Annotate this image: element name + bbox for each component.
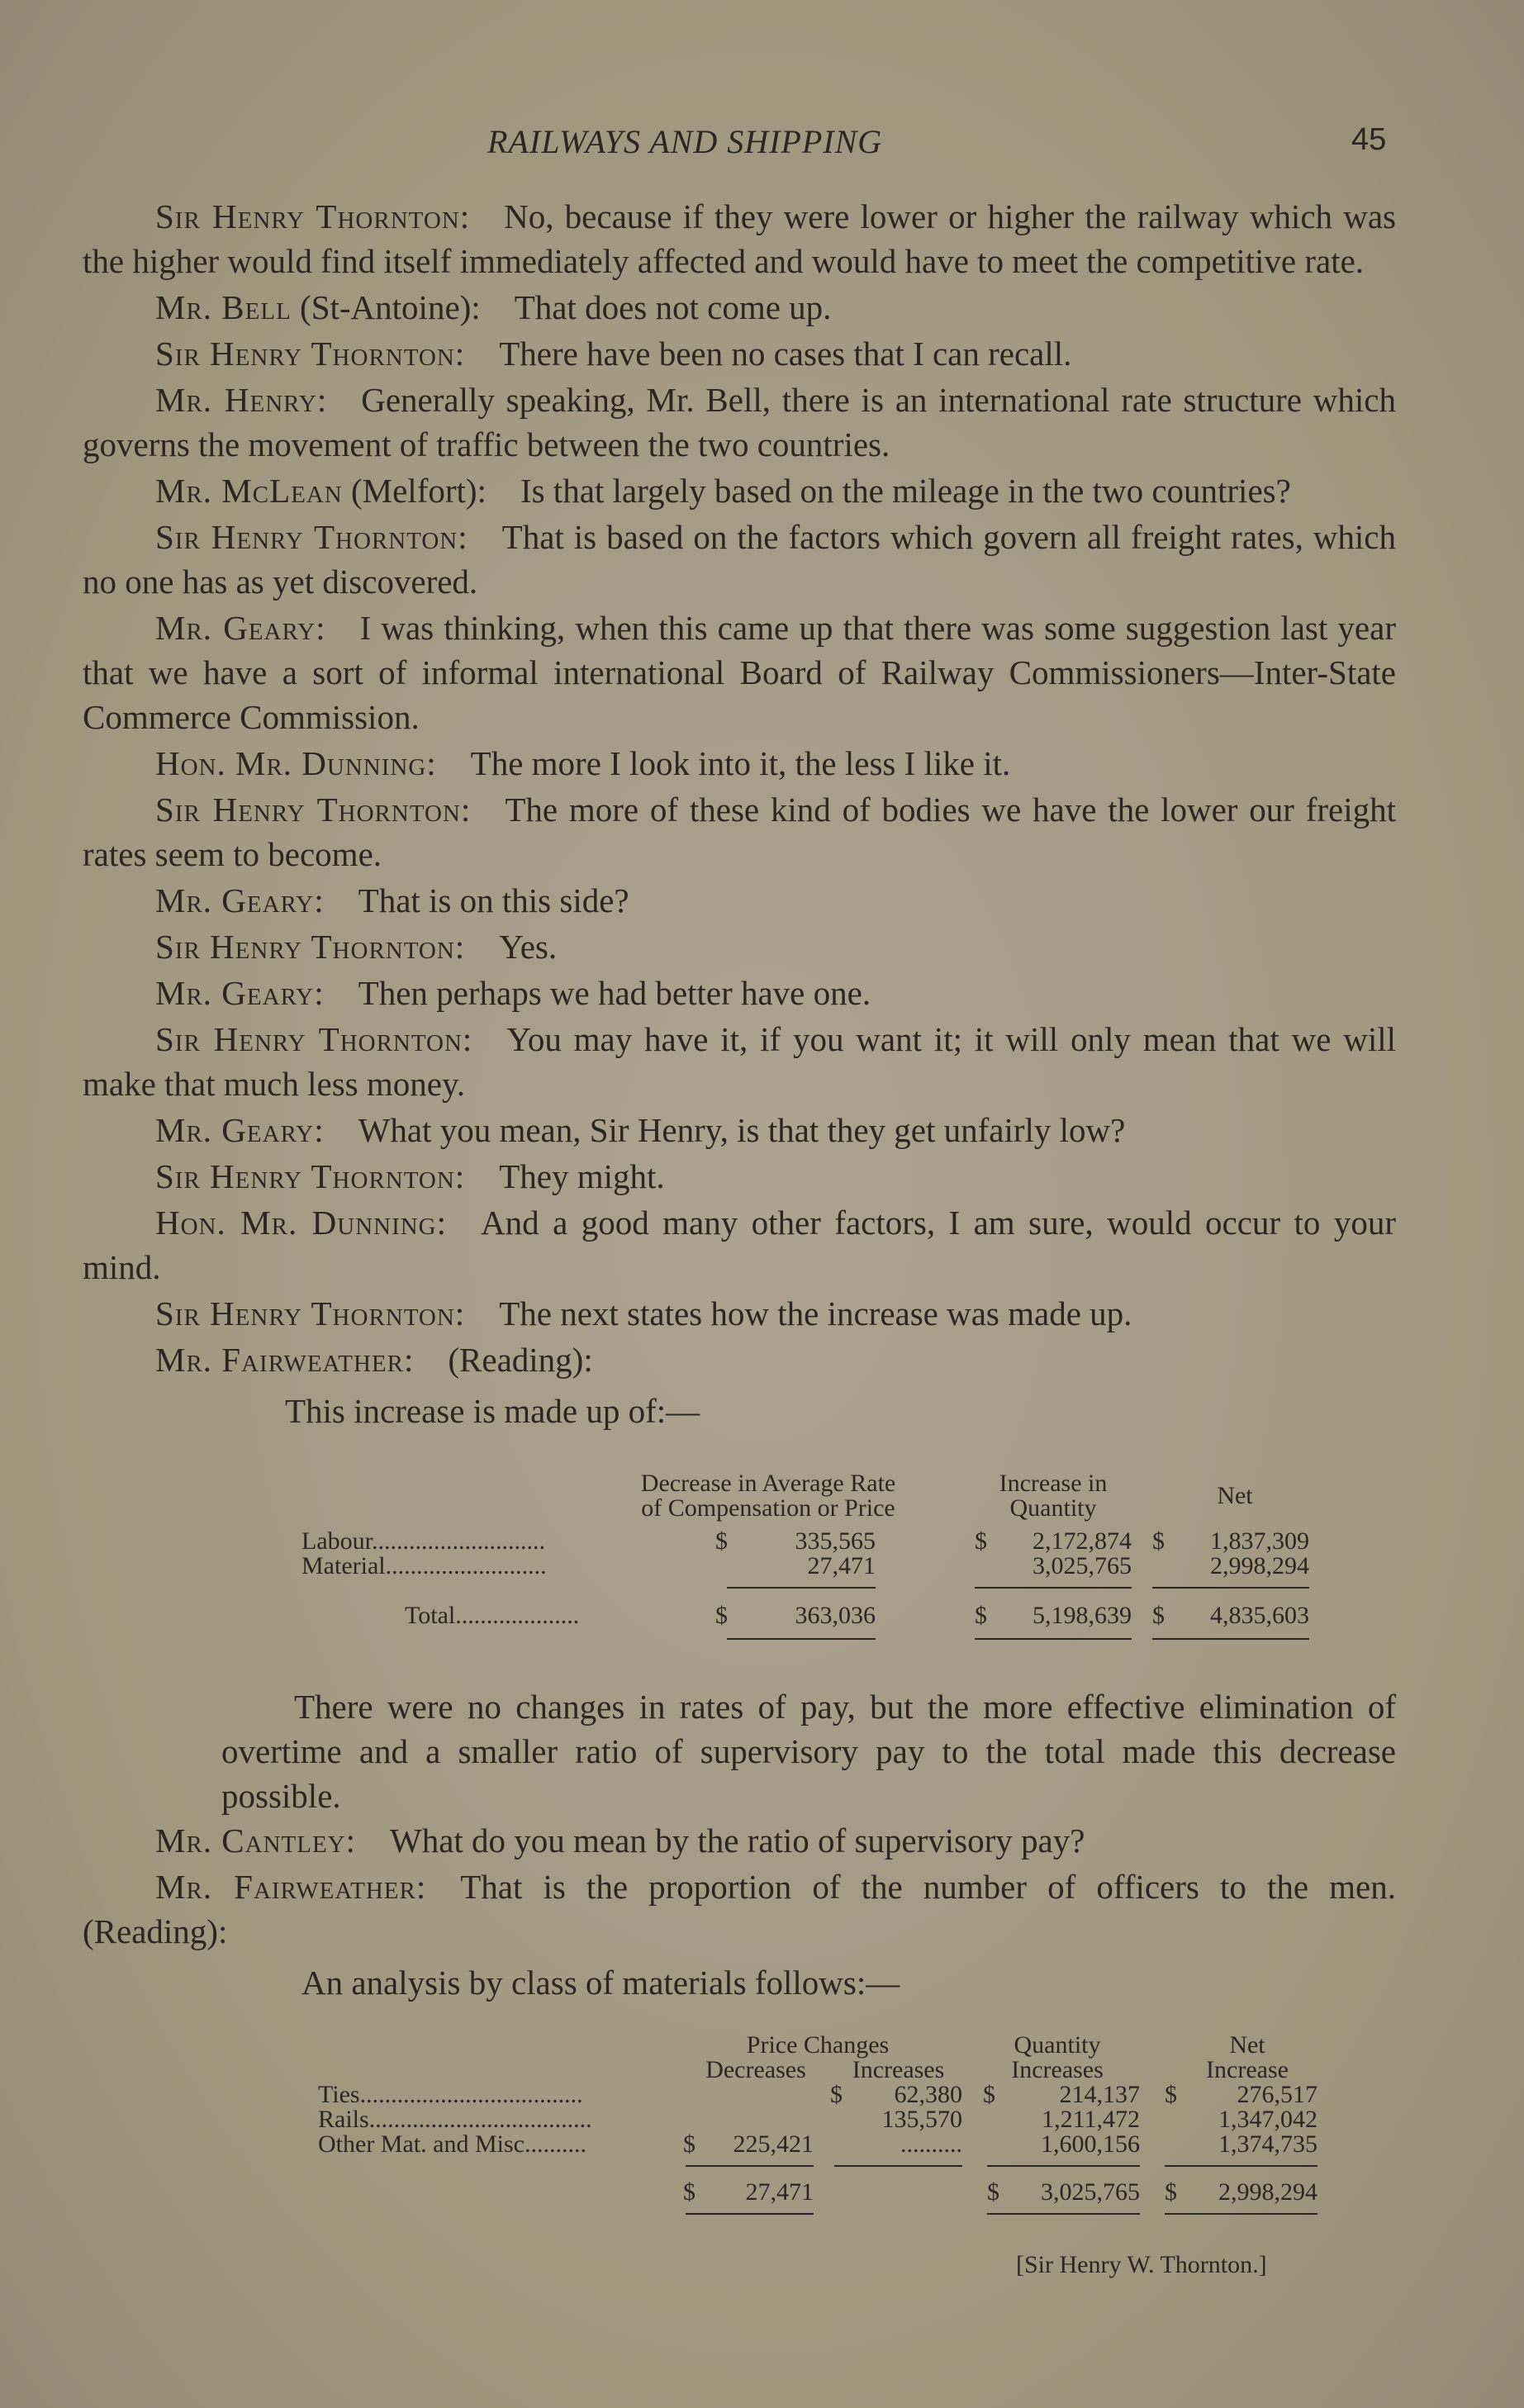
speech-text: The next states how the increase was made up. bbox=[499, 1294, 1132, 1332]
currency-sign: $ bbox=[715, 1527, 728, 1555]
table-total-decrease: 27,471 bbox=[745, 2178, 814, 2206]
speaker-name: Sir Henry Thornton: bbox=[155, 197, 471, 235]
currency-sign: $ bbox=[987, 2178, 999, 2206]
currency-sign: $ bbox=[1152, 1527, 1165, 1555]
total-rule bbox=[987, 2213, 1140, 2215]
table-total-net: 2,998,294 bbox=[1218, 2178, 1317, 2206]
speech-text: They might. bbox=[499, 1157, 665, 1195]
table-total-quantity: 5,198,639 bbox=[1033, 1602, 1132, 1629]
dialogue-paragraph bbox=[83, 878, 1396, 923]
table-total-decrease: 363,036 bbox=[795, 1602, 876, 1629]
currency-sign: $ bbox=[975, 1527, 987, 1555]
table-total-net: 4,835,603 bbox=[1210, 1602, 1309, 1629]
speech-text: There have been no cases that I can recall. bbox=[499, 335, 1072, 373]
table-cell-net: 276,517 bbox=[1237, 2081, 1317, 2108]
sum-rule bbox=[1152, 1587, 1309, 1589]
col-header-quantity-1: Increase in bbox=[999, 1470, 1108, 1497]
table-intro-2: An analysis by class of materials follows:— bbox=[301, 1964, 900, 2002]
speech-text: What you mean, Sir Henry, is that they get unfairly low? bbox=[358, 1111, 1126, 1149]
speaker-name: Mr. Henry: bbox=[155, 381, 328, 419]
sum-rule bbox=[834, 2165, 962, 2167]
table-cell-quantity: 1,600,156 bbox=[1041, 2130, 1140, 2158]
speaker-name: Mr. McLean bbox=[155, 472, 343, 510]
speech-text: And a good many other factors, I am sure, would occur to your mind. bbox=[83, 1204, 1396, 1286]
increase-table bbox=[83, 1463, 1396, 1678]
speaker-name: Hon. Mr. Dunning: bbox=[155, 744, 437, 782]
speech-text: Is that largely based on the mileage in the two countries? bbox=[520, 472, 1291, 510]
speech-text: That does not come up. bbox=[514, 288, 832, 326]
dialogue-paragraph bbox=[83, 1864, 1396, 1954]
sum-rule bbox=[686, 2165, 814, 2167]
dialogue-paragraph bbox=[83, 285, 1396, 330]
speaker-name: Sir Henry Thornton: bbox=[155, 1157, 466, 1195]
speaker-name: Mr. Geary: bbox=[155, 881, 325, 919]
table-cell-quantity: 2,172,874 bbox=[1033, 1527, 1132, 1555]
speaker-name: Mr. Fairweather: bbox=[155, 1868, 427, 1906]
col-header-net: Net bbox=[1217, 1482, 1253, 1509]
dialogue-paragraph bbox=[83, 1200, 1396, 1289]
sum-rule bbox=[987, 2165, 1140, 2167]
speaker-riding: (Melfort): bbox=[342, 472, 487, 510]
speech-text: Yes. bbox=[499, 928, 558, 966]
speaker-name: Sir Henry Thornton: bbox=[155, 1020, 473, 1058]
speech-text: Then perhaps we had better have one. bbox=[358, 974, 871, 1012]
speaker-footer: [Sir Henry W. Thornton.] bbox=[1016, 2251, 1267, 2278]
dialogue-paragraph bbox=[83, 1818, 1396, 1863]
speech-text: The more of these kind of bodies we have the lower our freight rates seem to become. bbox=[83, 791, 1396, 873]
currency-sign: $ bbox=[975, 1602, 987, 1629]
table-row-label: Material.......................... bbox=[301, 1552, 547, 1579]
speaker-name: Mr. Fairweather: bbox=[155, 1341, 415, 1379]
col-header-decreases: Decreases bbox=[705, 2056, 806, 2083]
table-total-label: Total.................... bbox=[405, 1602, 580, 1629]
speaker-name: Mr. Geary: bbox=[155, 609, 326, 647]
table-row-label: Labour............................ bbox=[301, 1527, 545, 1555]
speaker-name: Sir Henry Thornton: bbox=[155, 518, 468, 556]
speech-text: The more I look into it, the less I like it. bbox=[470, 744, 1011, 782]
table-cell-quantity: 3,025,765 bbox=[1033, 1552, 1132, 1579]
speaker-name: Mr. Geary: bbox=[155, 1111, 325, 1149]
table-cell-decrease: 335,565 bbox=[795, 1527, 876, 1555]
speech-text: What do you mean by the ratio of supervisory pay? bbox=[390, 1821, 1085, 1859]
body-text bbox=[83, 194, 1396, 2248]
total-rule bbox=[1152, 1638, 1309, 1640]
dialogue-paragraph bbox=[83, 194, 1396, 283]
speaker-riding: (St-Antoine): bbox=[291, 288, 481, 326]
table-cell-net: 1,347,042 bbox=[1218, 2106, 1317, 2133]
speaker-name: Sir Henry Thornton: bbox=[155, 791, 472, 829]
currency-sign: $ bbox=[1165, 2178, 1177, 2206]
table-row-label: Other Mat. and Misc.......... bbox=[318, 2130, 586, 2158]
sum-rule bbox=[1165, 2165, 1317, 2167]
speech-text: That is the proportion of the number of officers to the men. (Reading): bbox=[83, 1868, 1396, 1950]
total-rule bbox=[975, 1638, 1132, 1640]
table-total-quantity: 3,025,765 bbox=[1041, 2178, 1140, 2206]
dialogue-paragraph bbox=[83, 924, 1396, 969]
table-cell-net: 2,998,294 bbox=[1210, 1552, 1309, 1579]
dialogue-block bbox=[83, 194, 1396, 1382]
speech-text: That is based on the factors which govern all freight rates, which no one has as yet discovered. bbox=[83, 518, 1396, 601]
dialogue-paragraph bbox=[83, 741, 1396, 786]
dialogue-paragraph bbox=[83, 606, 1396, 739]
table-cell-quantity: 1,211,472 bbox=[1042, 2106, 1140, 2133]
col-header-decrease-2: of Compensation or Price bbox=[641, 1494, 895, 1522]
speech-text: No, because if they were lower or higher the railway which was the higher would find itself immediately affected and would have to meet the competitive rate. bbox=[83, 197, 1396, 280]
dialogue-paragraph bbox=[83, 1154, 1396, 1199]
currency-sign: $ bbox=[683, 2178, 696, 2206]
col-header-net-sub: Increase bbox=[1206, 2056, 1289, 2083]
currency-sign: $ bbox=[983, 2081, 995, 2108]
dialogue-paragraph bbox=[83, 1017, 1396, 1106]
currency-sign: $ bbox=[683, 2130, 696, 2158]
table-cell-decrease: 225,421 bbox=[733, 2130, 814, 2158]
sum-rule bbox=[727, 1587, 876, 1589]
speaker-name: Mr. Geary: bbox=[155, 974, 325, 1012]
currency-sign: $ bbox=[715, 1602, 728, 1629]
speech-text: You may have it, if you want it; it will only mean that we will make that much less money. bbox=[83, 1020, 1396, 1103]
table-cell-quantity: 214,137 bbox=[1059, 2081, 1140, 2108]
col-header-quantity-sub: Increases bbox=[1011, 2056, 1104, 2083]
table-cell-increase: 62,380 bbox=[894, 2081, 962, 2108]
table-cell-increase: 135,570 bbox=[881, 2106, 962, 2133]
col-header-price-changes: Price Changes bbox=[746, 2031, 890, 2059]
currency-sign: $ bbox=[1152, 1602, 1165, 1629]
table-cell-decrease: 27,471 bbox=[807, 1552, 876, 1579]
speaker-name: Mr. Cantley: bbox=[155, 1821, 357, 1859]
dialogue-paragraph bbox=[83, 1108, 1396, 1152]
speaker-name: Sir Henry Thornton: bbox=[155, 335, 466, 373]
dialogue-paragraph bbox=[83, 378, 1396, 467]
col-header-decrease-1: Decrease in Average Rate bbox=[640, 1470, 896, 1497]
col-header-increases: Increases bbox=[852, 2056, 945, 2083]
running-title: RAILWAYS AND SHIPPING bbox=[487, 123, 883, 160]
table-cell-net: 1,374,735 bbox=[1218, 2130, 1317, 2158]
dialogue-paragraph bbox=[83, 515, 1396, 604]
speech-text: Generally speaking, Mr. Bell, there is an international rate structure which governs the movement of traffic between the two countries. bbox=[83, 381, 1396, 463]
currency-sign: $ bbox=[1165, 2081, 1177, 2108]
page-header bbox=[0, 122, 1524, 172]
dialogue-paragraph bbox=[83, 971, 1396, 1015]
table-row-label: Rails.................................... bbox=[318, 2106, 592, 2133]
quoted-paragraph: There were no changes in rates of pay, but the more effective elimination of overtime and a smaller ratio of supervisory pay to the total made this decrease possible. bbox=[221, 1688, 1396, 1815]
materials-table bbox=[83, 2025, 1396, 2248]
total-rule bbox=[727, 1638, 876, 1640]
sum-rule bbox=[975, 1587, 1132, 1589]
table-row-label: Ties.................................... bbox=[318, 2081, 583, 2108]
dialogue-paragraph bbox=[83, 1337, 1396, 1382]
page-number: 45 bbox=[1351, 122, 1387, 157]
speech-text: (Reading): bbox=[448, 1341, 593, 1379]
speaker-name: Hon. Mr. Dunning: bbox=[155, 1204, 448, 1242]
speaker-name: Mr. Bell bbox=[155, 288, 292, 326]
total-rule bbox=[686, 2213, 814, 2215]
col-header-quantity: Quantity bbox=[1014, 2031, 1101, 2059]
col-header-net: Net bbox=[1229, 2031, 1265, 2059]
speech-text: I was thinking, when this came up that there was some suggestion last year that we have a sort of informal international Board of Railway Commissioners—Inter-State Commerce Commission. bbox=[83, 609, 1396, 736]
speech-text: That is on this side? bbox=[358, 881, 629, 919]
dialogue-paragraph bbox=[83, 468, 1396, 513]
currency-sign: $ bbox=[830, 2081, 843, 2108]
dialogue-paragraph bbox=[83, 1291, 1396, 1336]
dialogue-paragraph bbox=[83, 787, 1396, 876]
table-cell-increase: .......... bbox=[900, 2130, 962, 2158]
total-rule bbox=[1165, 2213, 1317, 2215]
table-cell-net: 1,837,309 bbox=[1210, 1527, 1309, 1555]
dialogue-block-2 bbox=[83, 1818, 1396, 1954]
dialogue-paragraph bbox=[83, 331, 1396, 376]
table-intro: This increase is made up of:— bbox=[285, 1392, 700, 1430]
speaker-name: Sir Henry Thornton: bbox=[155, 928, 466, 966]
col-header-quantity-2: Quantity bbox=[1009, 1494, 1097, 1522]
speaker-name: Sir Henry Thornton: bbox=[155, 1294, 466, 1332]
